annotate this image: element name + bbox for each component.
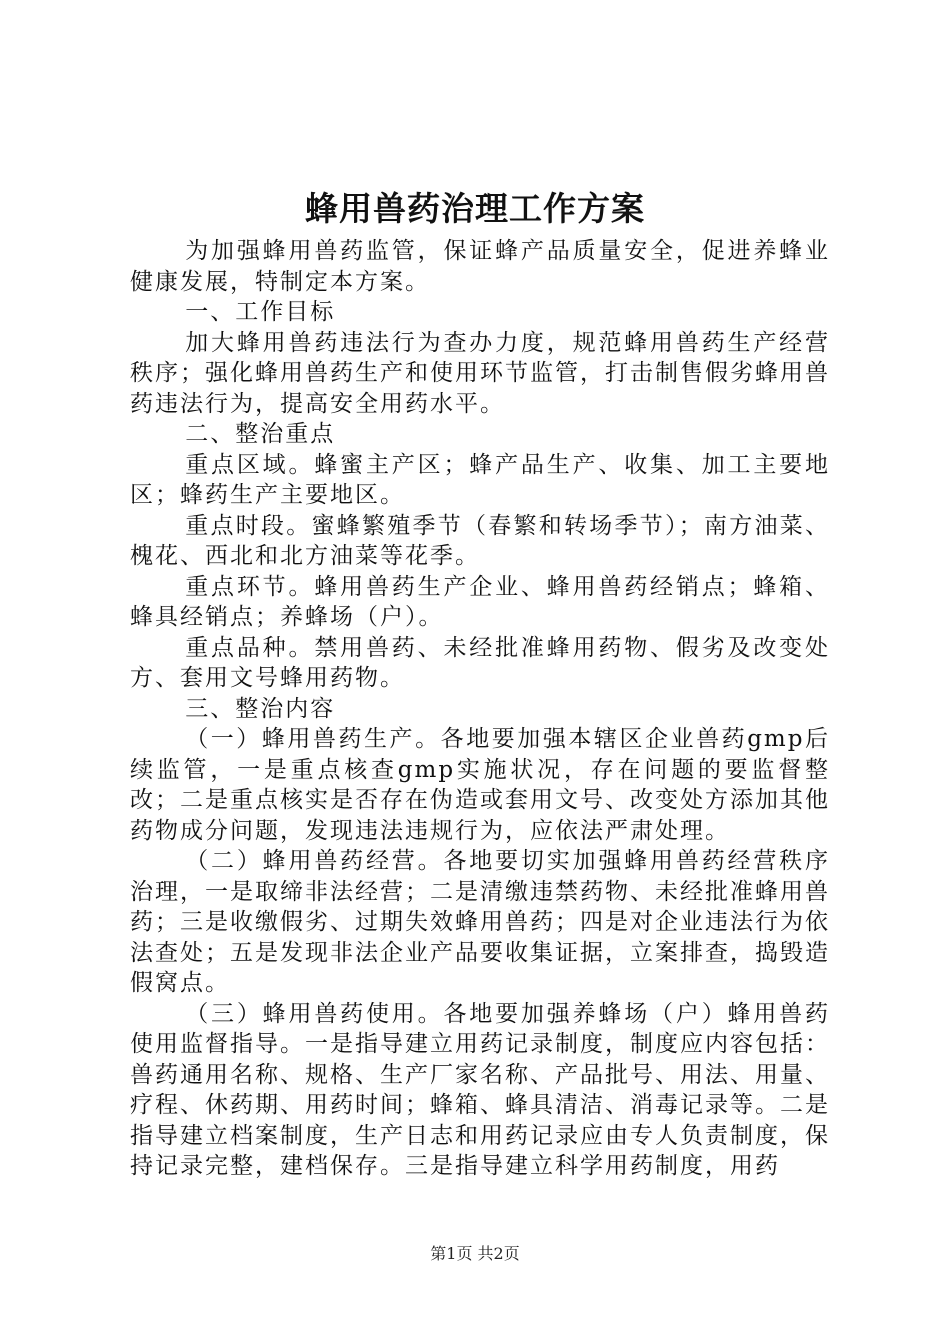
section-heading-goals: 一、工作目标 xyxy=(185,299,336,325)
section-heading-focus: 二、整治重点 xyxy=(185,421,336,447)
content-operation-paragraph: （二）蜂用兽药经营。各地要切实加强蜂用兽药经营秩序治理，一是取缔非法经营；二是清缴违禁药物、未经批准蜂用兽药；三是收缴假劣、过期失效蜂用兽药；四是对企业违法行为依法查处；五是发现非法企业产品要收集证据，立案排查，捣毁造假窝点。 xyxy=(130,848,830,996)
focus-areas-paragraph: 重点区域。蜂蜜主产区；蜂产品生产、收集、加工主要地区；蜂药生产主要地区。 xyxy=(130,451,830,508)
document-body xyxy=(130,236,830,1182)
goals-paragraph: 加大蜂用兽药违法行为查办力度，规范蜂用兽药生产经营秩序；强化蜂用兽药生产和使用环节监管，打击制售假劣蜂用兽药违法行为，提高安全用药水平。 xyxy=(130,329,830,417)
focus-varieties-paragraph: 重点品种。禁用兽药、未经批准蜂用药物、假劣及改变处方、套用文号蜂用药物。 xyxy=(130,634,830,691)
page-footer: 第1页 共2页 xyxy=(430,1244,520,1263)
content-usage-paragraph: （三）蜂用兽药使用。各地要加强养蜂场（户）蜂用兽药使用监督指导。一是指导建立用药记录制度，制度应内容包括：兽药通用名称、规格、生产厂家名称、产品批号、用法、用量、疗程、休药期、用药时间；蜂箱、蜂具清洁、消毒记录等。二是指导建立档案制度，生产日志和用药记录应由专人负责制度，保持记录完整，建档保存。三是指导建立科学用药制度，用药 xyxy=(130,1000,830,1179)
focus-links-paragraph: 重点环节。蜂用兽药生产企业、蜂用兽药经销点；蜂箱、蜂具经销点；养蜂场（户）。 xyxy=(130,573,830,630)
intro-paragraph: 为加强蜂用兽药监管，保证蜂产品质量安全，促进养蜂业健康发展，特制定本方案。 xyxy=(130,238,830,295)
focus-periods-paragraph: 重点时段。蜜蜂繁殖季节（春繁和转场季节）；南方油菜、槐花、西北和北方油菜等花季。 xyxy=(130,512,830,569)
content-production-paragraph: （一）蜂用兽药生产。各地要加强本辖区企业兽药gmp后续监管，一是重点核查gmp实施状况，存在问题的要监督整改；二是重点核实是否存在伪造或套用文号、改变处方添加其他药物成分问题，发现违法违规行为，应依法严肃处理。 xyxy=(130,726,830,844)
document-title: 蜂用兽药治理工作方案 xyxy=(305,189,645,228)
section-heading-content: 三、整治内容 xyxy=(185,695,336,722)
